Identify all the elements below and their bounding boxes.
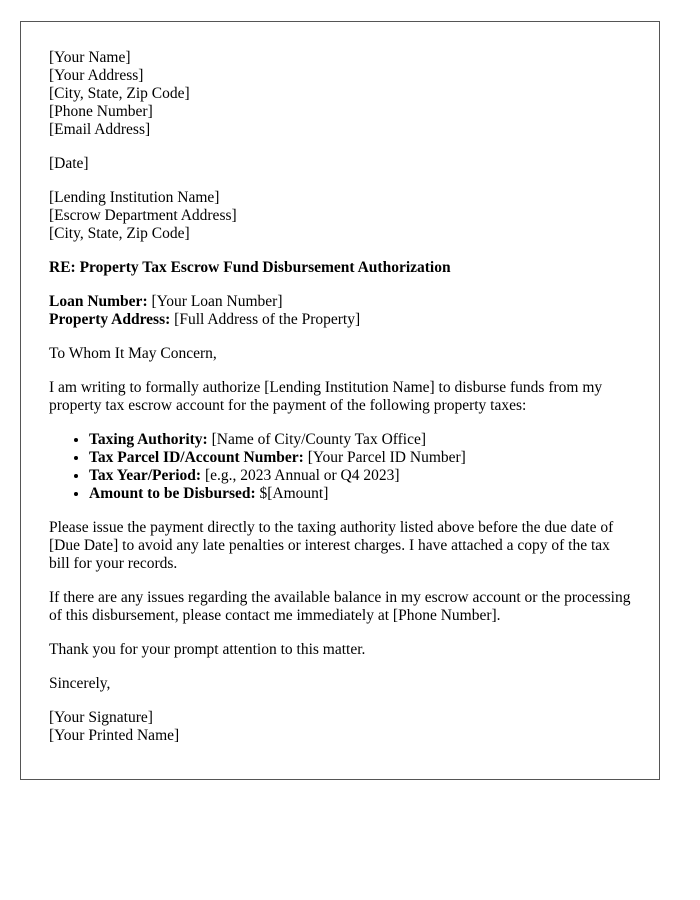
letter-page bbox=[20, 21, 660, 780]
intro-paragraph: I am writing to formally authorize [Lending Institution Name] to disburse funds from my property tax escrow account for the payment of the following property taxes: bbox=[49, 379, 603, 414]
item-value: [Name of City/County Tax Office] bbox=[207, 431, 427, 448]
list-item bbox=[89, 485, 631, 503]
item-value: $[Amount] bbox=[255, 485, 329, 502]
item-value: [e.g., 2023 Annual or Q4 2023] bbox=[201, 467, 400, 484]
property-address-label: Property Address: bbox=[49, 311, 171, 328]
item-value: [Your Parcel ID Number] bbox=[303, 449, 466, 466]
tax-details-list bbox=[49, 431, 631, 503]
recipient-institution: [Lending Institution Name] bbox=[49, 189, 220, 206]
sender-city-state-zip: [City, State, Zip Code] bbox=[49, 85, 190, 102]
thanks-paragraph: Thank you for your prompt attention to this matter. bbox=[49, 641, 366, 658]
payment-paragraph: Please issue the payment directly to the taxing authority listed above before the due date of [Due Date] to avoid any late penalties or interest charges. I have attached a copy of the tax bill for your records. bbox=[49, 519, 614, 572]
sender-email: [Email Address] bbox=[49, 121, 151, 138]
recipient-city-state-zip: [City, State, Zip Code] bbox=[49, 225, 190, 242]
signature-block bbox=[49, 709, 631, 745]
item-label: Amount to be Disbursed: bbox=[89, 485, 256, 502]
list-item bbox=[89, 431, 631, 449]
loan-details bbox=[49, 293, 631, 329]
item-label: Tax Parcel ID/Account Number: bbox=[89, 449, 304, 466]
printed-name-line: [Your Printed Name] bbox=[49, 727, 180, 744]
subject-block bbox=[49, 259, 631, 277]
loan-number-value: [Your Loan Number] bbox=[147, 293, 283, 310]
recipient-block bbox=[49, 189, 631, 243]
date-block bbox=[49, 155, 631, 173]
closing: Sincerely, bbox=[49, 675, 111, 692]
sender-address: [Your Address] bbox=[49, 67, 144, 84]
sender-block bbox=[49, 49, 631, 139]
subject-line: RE: Property Tax Escrow Fund Disbursement Authorization bbox=[49, 259, 451, 276]
property-address-line bbox=[49, 311, 631, 329]
issues-paragraph: If there are any issues regarding the available balance in my escrow account or the processing of this disbursement, please contact me immediately at [Phone Number]. bbox=[49, 589, 631, 624]
list-item bbox=[89, 449, 631, 467]
item-label: Taxing Authority: bbox=[89, 431, 208, 448]
loan-number-line bbox=[49, 293, 631, 311]
loan-number-label: Loan Number: bbox=[49, 293, 148, 310]
sender-phone: [Phone Number] bbox=[49, 103, 153, 120]
signature-line: [Your Signature] bbox=[49, 709, 153, 726]
property-address-value: [Full Address of the Property] bbox=[170, 311, 361, 328]
sender-name: [Your Name] bbox=[49, 49, 131, 66]
list-item bbox=[89, 467, 631, 485]
letter-date: [Date] bbox=[49, 155, 89, 172]
item-label: Tax Year/Period: bbox=[89, 467, 202, 484]
salutation: To Whom It May Concern, bbox=[49, 345, 217, 362]
recipient-department-address: [Escrow Department Address] bbox=[49, 207, 237, 224]
